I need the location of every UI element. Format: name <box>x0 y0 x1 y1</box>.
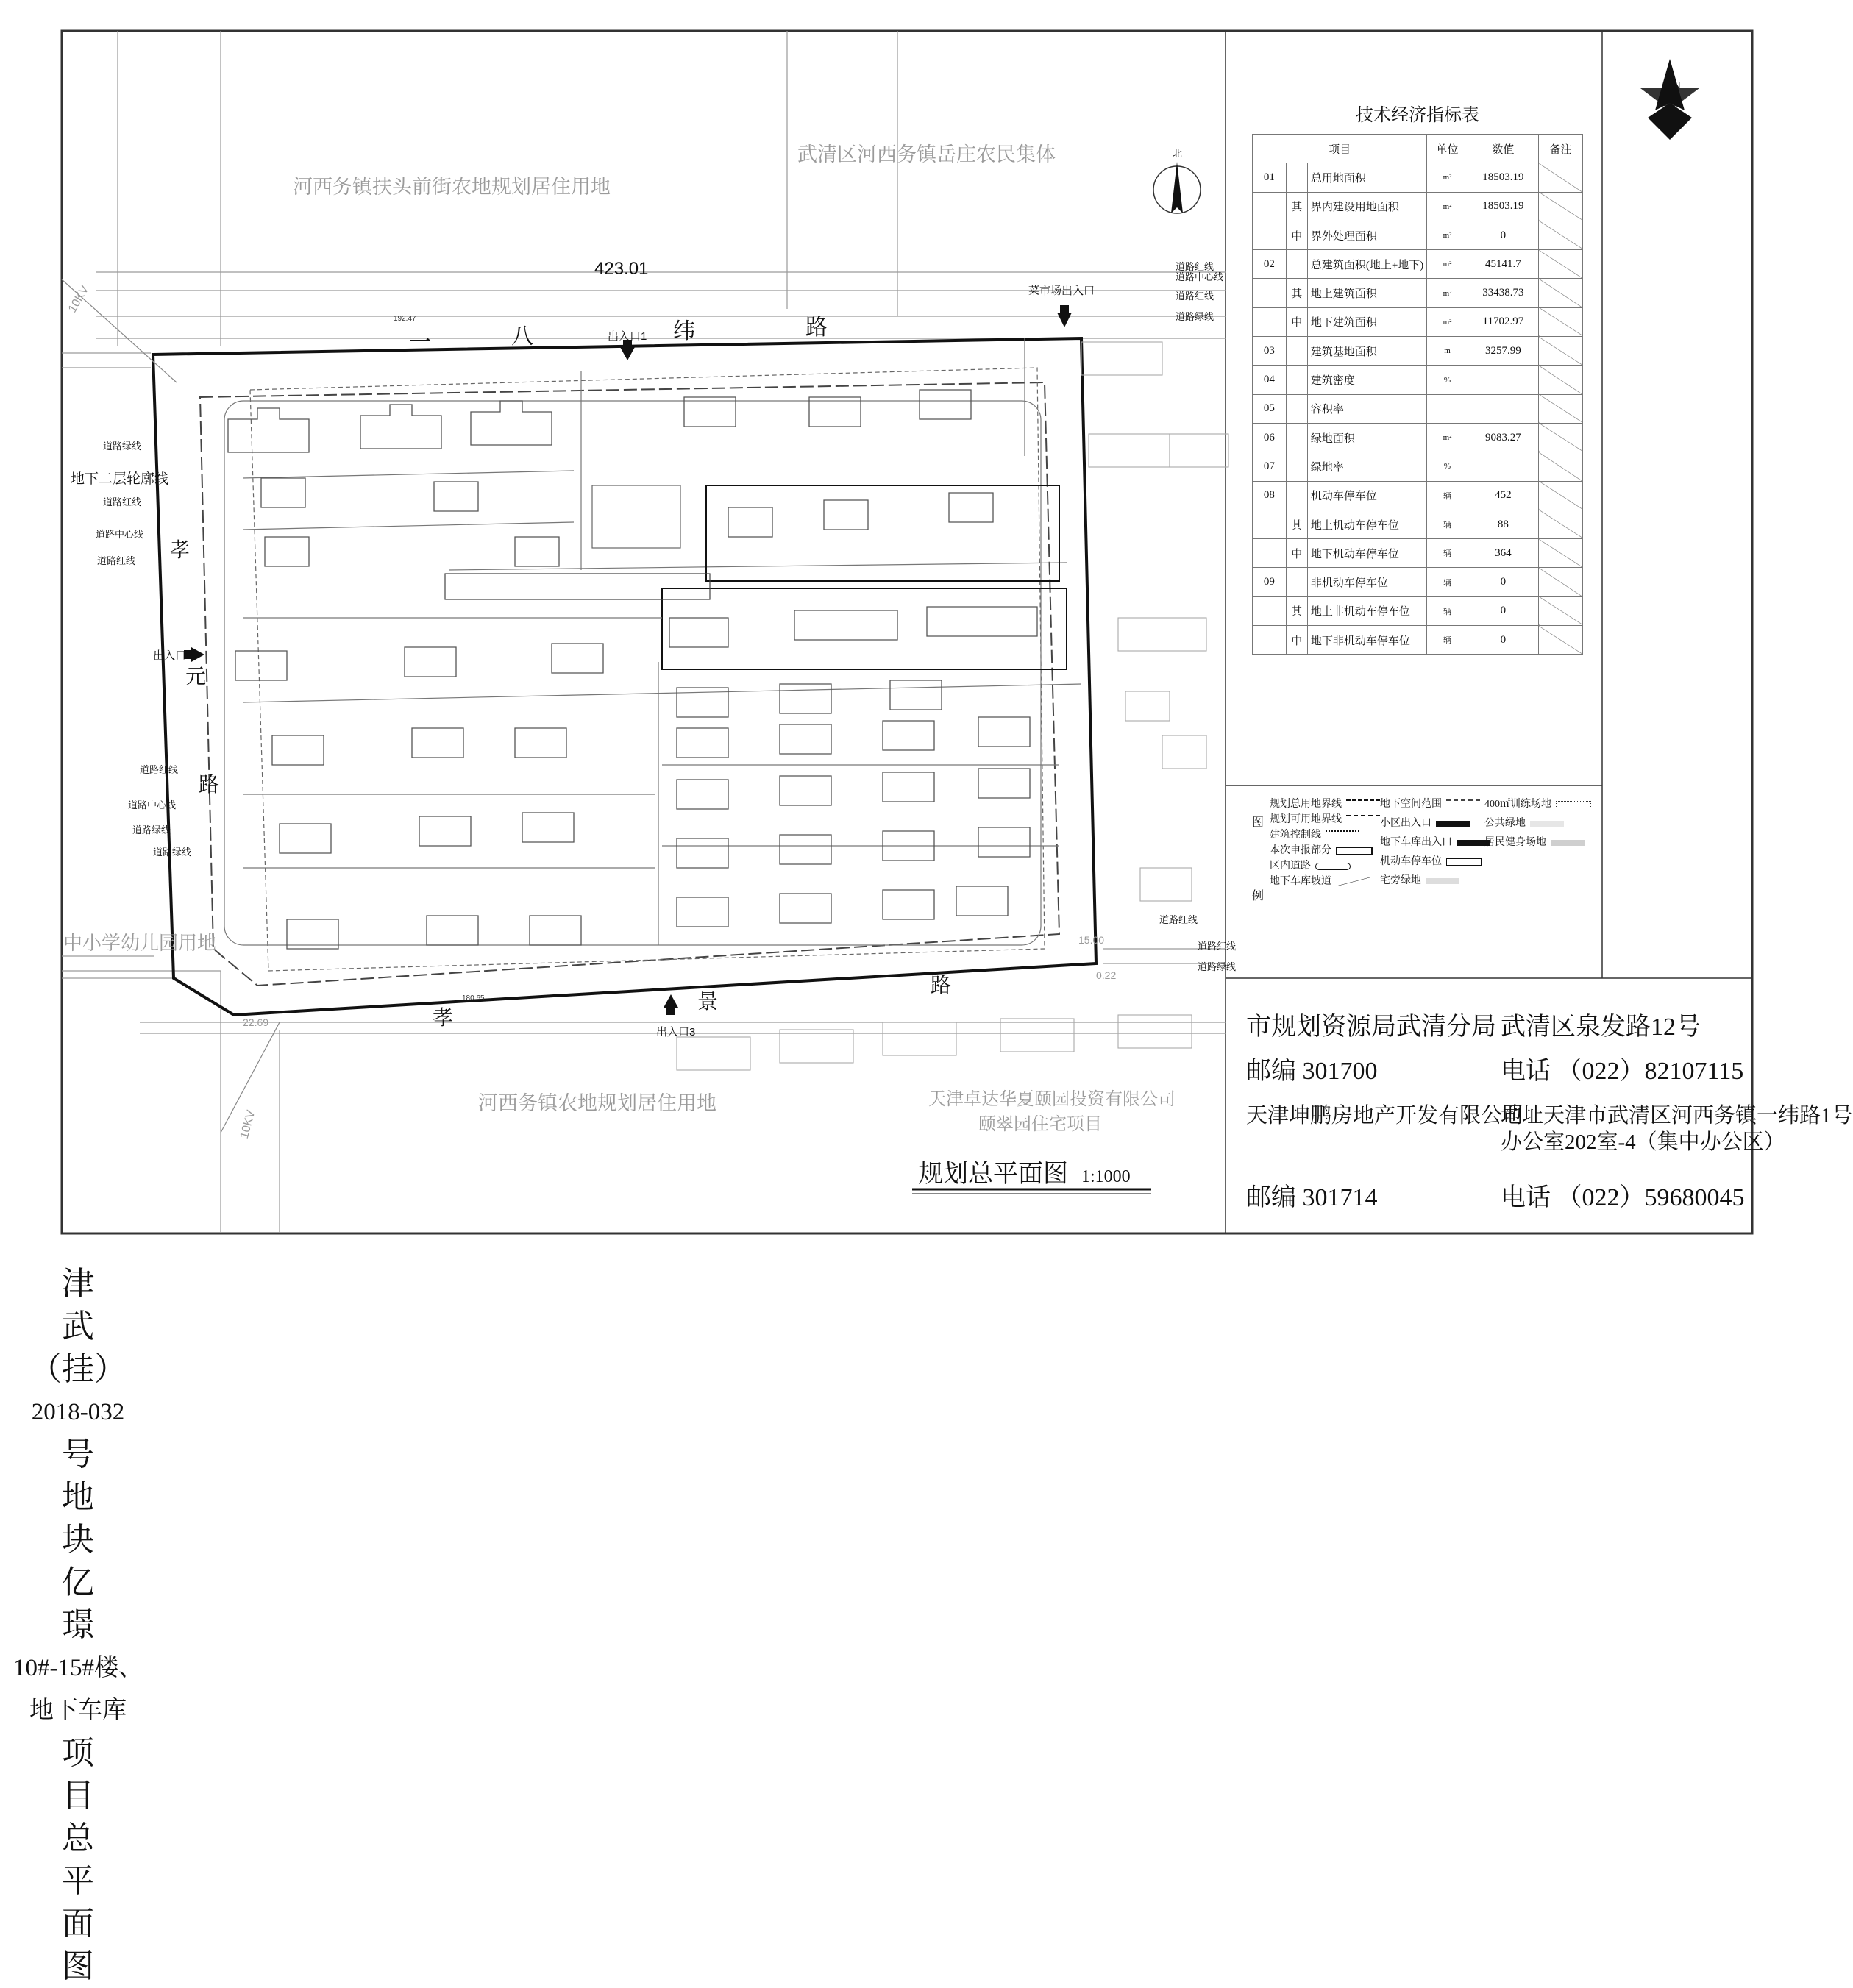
legend-label: 宅旁绿地 <box>1380 875 1421 886</box>
table-cell-name: 绿地面积 <box>1307 423 1426 452</box>
table-cell-name: 地下建筑面积 <box>1307 307 1426 336</box>
road-south-char-3: 路 <box>931 974 952 997</box>
label-south: 河西务镇农地规划居住用地 <box>478 1092 716 1114</box>
legend-item <box>1270 858 1351 872</box>
legend-symbol <box>1446 858 1482 866</box>
dimension-a: 192.47 <box>394 315 416 323</box>
table-cell-sub <box>1286 337 1307 366</box>
title-char: 2018-032 <box>31 1399 125 1425</box>
road-south-char-1: 孝 <box>433 1006 454 1029</box>
table-cell-name: 建筑密度 <box>1307 366 1426 394</box>
neighbor-blocks <box>677 342 1228 1070</box>
tech-table <box>1252 134 1583 655</box>
table-cell-note <box>1539 394 1583 423</box>
legend-symbol <box>1551 840 1585 846</box>
title-char: 地下车库 <box>29 1697 127 1724</box>
legend-label: 地下车库出入口 <box>1380 837 1452 848</box>
legend-label: 地下车库坡道 <box>1270 876 1331 887</box>
table-cell-value: 0 <box>1468 568 1538 596</box>
table-cell-idx: 07 <box>1253 452 1287 481</box>
table-cell-name: 界内建设用地面积 <box>1307 192 1426 221</box>
table-cell-unit: m² <box>1427 307 1468 336</box>
legend-label: 小区出入口 <box>1380 818 1431 829</box>
table-cell-idx <box>1253 510 1287 538</box>
table-cell-unit: m² <box>1427 423 1468 452</box>
table-cell-value: 0 <box>1468 626 1538 655</box>
table-cell-note <box>1539 250 1583 279</box>
road-west-char-3: 路 <box>199 773 220 796</box>
legend-symbol <box>1326 830 1359 841</box>
road-line-left-3: 道路中心线 <box>96 529 144 540</box>
table-cell-idx: 03 <box>1253 337 1287 366</box>
tech-table-rows <box>1253 163 1583 655</box>
table-cell-value: 3257.99 <box>1468 337 1538 366</box>
table-cell-name: 绿地率 <box>1307 452 1426 481</box>
dimension-d: 15.00 <box>1078 934 1105 946</box>
road-north-char-4: 路 <box>805 316 828 340</box>
legend-symbol <box>1336 847 1373 855</box>
drawing-title <box>918 1153 1131 1189</box>
legend-label: 本次申报部分 <box>1270 845 1331 856</box>
label-neighbor-project: 颐翠园住宅项目 <box>978 1114 1102 1134</box>
table-cell-sub <box>1286 423 1307 452</box>
table-cell-sub: 中 <box>1286 539 1307 568</box>
table-row <box>1253 337 1583 366</box>
table-row <box>1253 452 1583 481</box>
legend-label: 居民健身场地 <box>1484 837 1546 848</box>
table-cell-name: 地下机动车停车位 <box>1307 539 1426 568</box>
legend-item <box>1380 796 1480 810</box>
kv-label-a: 10KV <box>65 283 92 315</box>
table-cell-sub: 其 <box>1286 279 1307 307</box>
table-cell-note <box>1539 452 1583 481</box>
table-cell-idx: 02 <box>1253 250 1287 279</box>
dimension-e: 0.22 <box>1096 969 1117 981</box>
table-row <box>1253 279 1583 307</box>
table-cell-sub <box>1286 366 1307 394</box>
legend-item <box>1484 815 1564 830</box>
legend-heading-1: 图 <box>1252 816 1265 829</box>
table-row <box>1253 394 1583 423</box>
title-char: 面 <box>62 1906 94 1942</box>
legend-symbol <box>1556 801 1591 808</box>
table-cell-name: 地上建筑面积 <box>1307 279 1426 307</box>
table-row <box>1253 568 1583 596</box>
road-line-left2-1: 道路红线 <box>140 764 179 775</box>
legend-item <box>1270 796 1380 810</box>
table-cell-value: 33438.73 <box>1468 279 1538 307</box>
title-char: 亿 <box>62 1564 94 1600</box>
project-title-column <box>0 1263 156 1988</box>
legend-symbol <box>1436 821 1470 827</box>
title-char: 号 <box>62 1436 94 1472</box>
table-cell-value: 18503.19 <box>1468 192 1538 221</box>
table-cell-unit: m² <box>1427 279 1468 307</box>
title-char: （挂） <box>29 1351 127 1387</box>
road-line-bottom-2: 道路红线 <box>1198 941 1237 952</box>
entrance-2-label: 出入口2 <box>153 649 193 662</box>
table-cell-value: 452 <box>1468 481 1538 510</box>
table-cell-value <box>1468 394 1538 423</box>
table-cell-name: 地下非机动车停车位 <box>1307 626 1426 655</box>
table-cell-idx: 04 <box>1253 366 1287 394</box>
label-neighbor-company: 天津卓达华夏颐园投资有限公司 <box>928 1089 1176 1109</box>
entrance-3-label: 出入口3 <box>656 1026 696 1038</box>
table-cell-note <box>1539 337 1583 366</box>
label-west: 中小学幼儿园用地 <box>63 932 217 954</box>
basement-outline-label: 地下二层轮廓线 <box>71 471 169 487</box>
table-row <box>1253 221 1583 249</box>
title-char: 武 <box>62 1308 94 1344</box>
entrance-1-label: 出入口1 <box>608 330 647 343</box>
table-row <box>1253 163 1583 192</box>
road-west-char-2: 元 <box>185 665 207 688</box>
table-cell-name: 地上机动车停车位 <box>1307 510 1426 538</box>
table-cell-value: 88 <box>1468 510 1538 538</box>
table-cell-sub <box>1286 481 1307 510</box>
table-cell-value: 0 <box>1468 596 1538 625</box>
title-char: 图 <box>62 1948 94 1984</box>
table-row <box>1253 596 1583 625</box>
north-label: N <box>1674 79 1681 90</box>
table-cell-value: 0 <box>1468 221 1538 249</box>
road-line-right-1: 道路红线 <box>1176 261 1214 272</box>
legend-label: 地下空间范围 <box>1380 799 1442 810</box>
table-cell-note <box>1539 366 1583 394</box>
road-line-bottom-3: 道路绿线 <box>1198 961 1237 972</box>
table-cell-value: 18503.19 <box>1468 163 1538 192</box>
road-line-left2-3: 道路绿线 <box>132 824 171 836</box>
table-cell-note <box>1539 510 1583 538</box>
north-rose-icon <box>1640 59 1699 140</box>
kv-label-b: 10KV <box>238 1108 258 1140</box>
table-cell-unit: 辆 <box>1427 568 1468 596</box>
table-cell-name: 总用地面积 <box>1307 163 1426 192</box>
table-cell-name: 建筑基地面积 <box>1307 337 1426 366</box>
legend-label: 规划可用地界线 <box>1270 814 1342 825</box>
dimension-top: 423.01 <box>594 259 649 279</box>
title-char: 块 <box>62 1522 94 1558</box>
table-cell-sub <box>1286 452 1307 481</box>
developer-phone: 电话 （022）59680045 <box>1501 1184 1745 1211</box>
table-cell-note <box>1539 568 1583 596</box>
road-line-left-2: 道路红线 <box>103 496 142 507</box>
table-cell-note <box>1539 626 1583 655</box>
road-line-right-4: 道路绿线 <box>1176 311 1214 322</box>
drawing-title-text: 规划总平面图 <box>918 1161 1068 1188</box>
legend-symbol <box>1426 878 1459 884</box>
table-cell-value: 364 <box>1468 539 1538 568</box>
title-char: 平 <box>62 1863 94 1899</box>
developer-postcode: 邮编 301714 <box>1246 1184 1378 1211</box>
title-char: 地 <box>62 1479 94 1515</box>
legend-item <box>1380 872 1459 887</box>
table-row <box>1253 307 1583 336</box>
road-line-left-1: 道路绿线 <box>103 441 142 452</box>
table-row <box>1253 192 1583 221</box>
table-cell-sub <box>1286 394 1307 423</box>
entrance-arrows <box>184 305 1072 1015</box>
label-north-right: 武清区河西务镇岳庄农民集体 <box>797 143 1056 165</box>
table-cell-value: 45141.7 <box>1468 250 1538 279</box>
drawing-scale: 1:1000 <box>1081 1167 1131 1186</box>
table-cell-idx: 01 <box>1253 163 1287 192</box>
legend-symbol <box>1336 877 1370 886</box>
table-cell-note <box>1539 279 1583 307</box>
legend-item <box>1484 834 1585 849</box>
road-line-left-4: 道路红线 <box>97 555 136 566</box>
legend-item <box>1380 853 1482 868</box>
table-cell-idx <box>1253 307 1287 336</box>
table-cell-note <box>1539 221 1583 249</box>
table-cell-sub: 中 <box>1286 307 1307 336</box>
table-cell-name: 非机动车停车位 <box>1307 568 1426 596</box>
office-address: 武清区泉发路12号 <box>1501 1013 1701 1041</box>
table-cell-note <box>1539 163 1583 192</box>
road-line-right-2: 道路中心线 <box>1176 271 1224 282</box>
table-cell-idx <box>1253 192 1287 221</box>
table-row <box>1253 250 1583 279</box>
road-north-char-3: 纬 <box>673 319 695 343</box>
developer-address-1: 地址天津市武清区河西务镇一纬路1号 <box>1501 1104 1853 1127</box>
table-cell-sub: 中 <box>1286 221 1307 249</box>
header-item: 项目 <box>1253 135 1427 163</box>
title-char: 目 <box>62 1778 94 1814</box>
legend-item <box>1484 796 1591 810</box>
table-cell-idx: 06 <box>1253 423 1287 452</box>
table-cell-sub: 其 <box>1286 596 1307 625</box>
legend-heading-2: 例 <box>1252 890 1265 902</box>
title-char: 总 <box>62 1820 94 1856</box>
table-cell-note <box>1539 596 1583 625</box>
table-cell-idx <box>1253 596 1287 625</box>
road-line-bottom-1: 道路红线 <box>1159 914 1198 925</box>
table-cell-name: 地上非机动车停车位 <box>1307 596 1426 625</box>
north-label-cn: 北 <box>1173 148 1183 159</box>
table-cell-sub <box>1286 568 1307 596</box>
table-cell-idx: 08 <box>1253 481 1287 510</box>
table-cell-unit: 辆 <box>1427 539 1468 568</box>
road-line-left2-4: 道路绿线 <box>153 847 192 858</box>
table-row <box>1253 510 1583 538</box>
road-north-char-1: 一 <box>409 330 431 355</box>
table-cell-name: 总建筑面积(地上+地下) <box>1307 250 1426 279</box>
legend-item <box>1380 815 1470 830</box>
legend-symbol <box>1446 799 1480 810</box>
site-compass-icon <box>1153 162 1201 213</box>
table-cell-name: 容积率 <box>1307 394 1426 423</box>
legend-symbol <box>1315 863 1351 870</box>
road-north-char-2: 八 <box>511 324 533 349</box>
legend-item <box>1270 811 1380 826</box>
title-char: 10#-15#楼、 <box>13 1655 143 1681</box>
table-cell-unit: m² <box>1427 250 1468 279</box>
label-north-left: 河西务镇扶头前街农地规划居住用地 <box>293 176 611 198</box>
legend-heading <box>1252 805 1265 915</box>
legend-label: 400㎡训练场地 <box>1484 799 1551 810</box>
table-cell-unit: m² <box>1427 192 1468 221</box>
legend-symbol <box>1530 821 1564 827</box>
office-postcode: 邮编 301700 <box>1246 1058 1378 1085</box>
table-cell-sub <box>1286 163 1307 192</box>
market-entrance-label: 菜市场出入口 <box>1028 285 1095 297</box>
table-row <box>1253 539 1583 568</box>
legend-label: 机动车停车位 <box>1380 856 1442 867</box>
legend-symbol <box>1346 799 1380 810</box>
table-row <box>1253 366 1583 394</box>
table-cell-unit: 辆 <box>1427 596 1468 625</box>
site-boundary <box>153 338 1096 1015</box>
developer-address-2: 办公室202室-4（集中办公区） <box>1501 1130 1785 1154</box>
table-cell-unit: % <box>1427 366 1468 394</box>
table-cell-unit: m² <box>1427 221 1468 249</box>
table-cell-unit: 辆 <box>1427 510 1468 538</box>
table-cell-note <box>1539 481 1583 510</box>
table-cell-value: 9083.27 <box>1468 423 1538 452</box>
legend-item <box>1270 842 1373 857</box>
table-cell-sub: 其 <box>1286 192 1307 221</box>
buildable-boundary <box>200 382 1059 986</box>
legend-label: 公共绿地 <box>1484 818 1526 829</box>
title-char: 项 <box>62 1735 94 1771</box>
table-cell-note <box>1539 307 1583 336</box>
table-row <box>1253 481 1583 510</box>
table-cell-sub: 中 <box>1286 626 1307 655</box>
table-header-row <box>1253 135 1583 163</box>
table-cell-idx <box>1253 539 1287 568</box>
table-cell-note <box>1539 423 1583 452</box>
table-cell-name: 机动车停车位 <box>1307 481 1426 510</box>
table-cell-sub <box>1286 250 1307 279</box>
table-cell-value <box>1468 452 1538 481</box>
table-cell-idx: 05 <box>1253 394 1287 423</box>
table-cell-name: 界外处理面积 <box>1307 221 1426 249</box>
legend-label: 建筑控制线 <box>1270 830 1321 841</box>
legend-item <box>1270 827 1359 841</box>
road-line-left2-2: 道路中心线 <box>128 799 177 810</box>
road-line-right-3: 道路红线 <box>1176 291 1214 302</box>
table-cell-idx <box>1253 279 1287 307</box>
table-cell-unit: m <box>1427 337 1468 366</box>
dimension-b: 180.65 <box>462 994 485 1002</box>
header-note: 备注 <box>1539 135 1583 163</box>
table-cell-idx: 09 <box>1253 568 1287 596</box>
title-char: 璟 <box>62 1607 94 1643</box>
table-cell-unit: 辆 <box>1427 481 1468 510</box>
title-char: 津 <box>62 1266 94 1302</box>
table-cell-note <box>1539 539 1583 568</box>
table-cell-unit: m² <box>1427 163 1468 192</box>
header-value: 数值 <box>1468 135 1538 163</box>
road-west-char-1: 孝 <box>169 538 191 561</box>
table-cell-value: 11702.97 <box>1468 307 1538 336</box>
table-cell-sub: 其 <box>1286 510 1307 538</box>
dimension-c: 22.69 <box>243 1016 269 1028</box>
developer-name: 天津坤鹏房地产开发有限公司 <box>1246 1104 1524 1127</box>
table-cell-note <box>1539 192 1583 221</box>
table-cell-unit: % <box>1427 452 1468 481</box>
header-unit: 单位 <box>1427 135 1468 163</box>
table-cell-idx <box>1253 221 1287 249</box>
tech-table-title: 技术经济指标表 <box>1356 106 1479 125</box>
legend-label: 规划总用地界线 <box>1270 799 1342 810</box>
table-cell-unit <box>1427 394 1468 423</box>
legend-symbol <box>1346 815 1380 825</box>
table-cell-idx <box>1253 626 1287 655</box>
legend-label: 区内道路 <box>1270 861 1311 872</box>
road-south-char-2: 景 <box>697 990 719 1013</box>
office-name: 市规划资源局武清分局 <box>1246 1013 1496 1041</box>
table-row <box>1253 626 1583 655</box>
context-roads <box>62 31 1226 1233</box>
table-cell-unit: 辆 <box>1427 626 1468 655</box>
table-cell-value <box>1468 366 1538 394</box>
office-phone: 电话 （022）82107115 <box>1501 1058 1744 1085</box>
internal-roads <box>224 338 1081 945</box>
legend-item <box>1380 834 1490 849</box>
legend-item <box>1270 873 1370 888</box>
table-row <box>1253 423 1583 452</box>
